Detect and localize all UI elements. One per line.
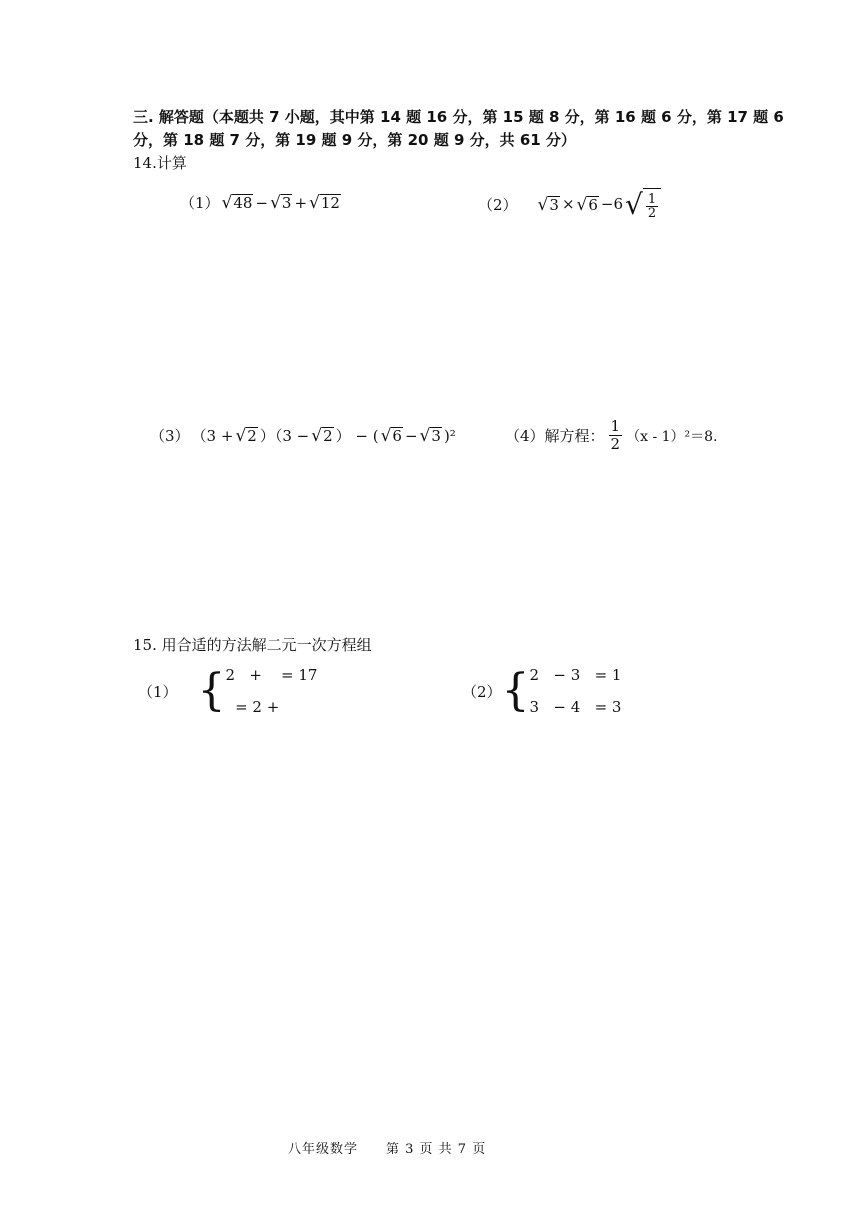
- sqrt-2: √ 2: [311, 426, 333, 446]
- equation-row-2: = 2 +: [225, 698, 280, 716]
- minus-six: −6: [600, 195, 624, 213]
- expr-text: ） − (: [335, 427, 379, 445]
- sqrt-one-half: √ $\frac{1}{2}$: [625, 188, 661, 220]
- fraction-one-half: $\frac{1}{2}$: [610, 417, 621, 453]
- equation-row-1: 2 − 3 = 1: [529, 666, 622, 684]
- expr-text: )²: [443, 426, 456, 445]
- expr-text: ）（3 −: [259, 427, 310, 445]
- left-brace-icon: {: [501, 665, 530, 716]
- expr-text: （3 +: [191, 427, 234, 445]
- section-title-line2: 分，第 18 题 7 分，第 19 题 9 分，第 20 题 9 分，共 61 分）: [133, 131, 576, 149]
- q15-part2-number: （2）: [462, 682, 502, 701]
- times-sign: ×: [561, 195, 575, 213]
- sqrt-3: √ 3: [537, 194, 559, 215]
- footer-page-number: 第 3 页 共 7 页: [386, 1142, 487, 1157]
- q14-part3-number: （3）: [150, 427, 190, 445]
- q15-part1-number: （1）: [138, 682, 178, 701]
- equation-row-1: 2 + = 17: [225, 666, 318, 684]
- sqrt-6: √ 6: [380, 426, 402, 446]
- sqrt-3: √ 3: [270, 193, 292, 213]
- q14-part1-number: （1）: [180, 194, 220, 212]
- plus-sign: +: [294, 193, 308, 212]
- sqrt-2: √ 2: [235, 426, 257, 446]
- q14-part4: [505, 418, 718, 453]
- sqrt-6: √ 6: [576, 194, 598, 215]
- q15-part1: [138, 666, 317, 716]
- footer-subject: 八年级数学: [288, 1142, 359, 1157]
- q15-part2: [462, 666, 621, 716]
- minus-sign: −: [255, 193, 269, 212]
- q14-part1: [180, 192, 341, 213]
- left-brace-icon: {: [197, 665, 226, 716]
- q14-part4-label: （4）解方程：: [505, 427, 605, 445]
- q14-label: 14.计算: [133, 154, 187, 172]
- q14-part2-number: （2）: [478, 195, 518, 214]
- equation-text: （x - 1）²＝8.: [626, 428, 718, 445]
- minus-sign: −: [404, 426, 418, 445]
- q14-part3: [150, 425, 456, 446]
- sqrt-3: √ 3: [419, 426, 441, 446]
- q15-label: 15. 用合适的方法解二元一次方程组: [133, 636, 372, 654]
- q14-part2: [478, 188, 661, 220]
- sqrt-12: √ 12: [309, 193, 340, 213]
- equation-row-2: 3 − 4 = 3: [529, 698, 622, 716]
- section-title-line1: 三. 解答题（本题共 7 小题，其中第 14 题 16 分，第 15 题 8 分，第 16 题 6 分，第 17 题 6: [133, 108, 784, 126]
- sqrt-48: √ 48: [221, 193, 253, 213]
